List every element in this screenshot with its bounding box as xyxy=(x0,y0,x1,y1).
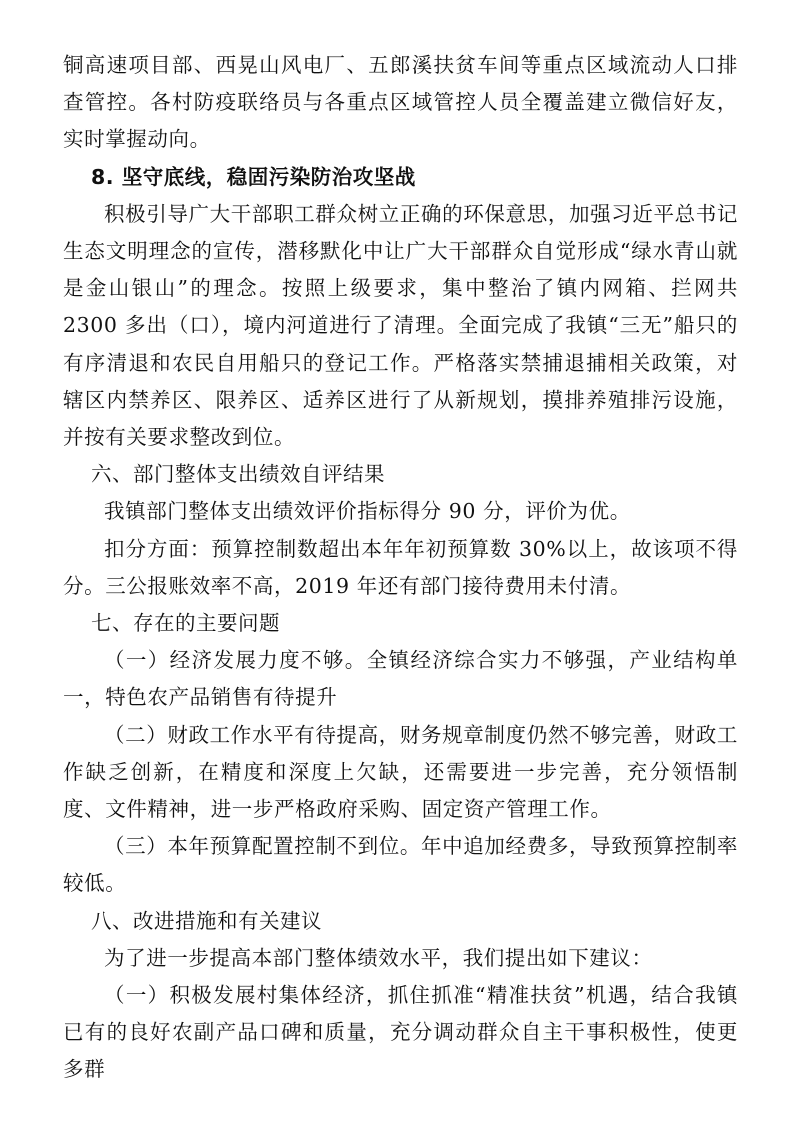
section-heading: 8. 坚守底线，稳固污染防治攻坚战 xyxy=(91,164,416,189)
paragraph: （二）财政工作水平有待提高，财务规章制度仍然不够完善，财政工作缺乏创新，在精度和深度上欠缺，还需要进一步完善，充分领悟制度、文件精神，进一步严格政府采购、固定资产管理工作。 xyxy=(63,722,738,822)
paragraph: （三）本年预算配置控制不到位。年中追加经费多，导致预算控制率较低。 xyxy=(63,834,738,896)
paragraph: 扣分方面：预算控制数超出本年年初预算数 30%以上，故该项不得分。三公报账效率不高，2019 年还有部门接待费用未付清。 xyxy=(63,536,738,598)
paragraph: 我镇部门整体支出绩效评价指标得分 90 分，评价为优。 xyxy=(104,499,631,524)
paragraph: （一）积极发展村集体经济，抓住抓准“精准扶贫”机遇，结合我镇已有的良好农副产品口碑和质量，充分调动群众自主干事积极性，使更多群 xyxy=(63,983,738,1082)
paragraph: （一）经济发展力度不够。全镇经济综合实力不够强，产业结构单一，特色农产品销售有待提升 xyxy=(63,648,738,710)
paragraph: 为了进一步提高本部门整体绩效水平，我们提出如下建议： xyxy=(104,945,653,970)
section-heading: 七、存在的主要问题 xyxy=(91,611,280,636)
section-heading: 六、部门整体支出绩效自评结果 xyxy=(91,462,385,487)
section-heading: 八、改进措施和有关建议 xyxy=(91,908,322,933)
paragraph: 铜高速项目部、西晃山风电厂、五郎溪扶贫车间等重点区域流动人口排查管控。各村防疫联络员与各重点区域管控人员全覆盖建立微信好友，实时掌握动向。 xyxy=(63,53,738,152)
paragraph: 积极引导广大干部职工群众树立正确的环保意思，加强习近平总书记生态文明理念的宣传，潜移默化中让广大干部群众自觉形成“绿水青山就是金山银山”的理念。按照上级要求，集中整治了镇内网箱、拦网共 2300 多出（口），境内河道进行了清理。全面完成了我镇“三无”船只的有序清退和农民自用船只的登记工作。严格落实禁捕退捕相关政策，对辖区内禁养区、限养区、适养区进行了从新规划，摸排养殖排污设施，并按有关要求整改到位。 xyxy=(63,201,738,450)
document-body xyxy=(63,47,738,1089)
